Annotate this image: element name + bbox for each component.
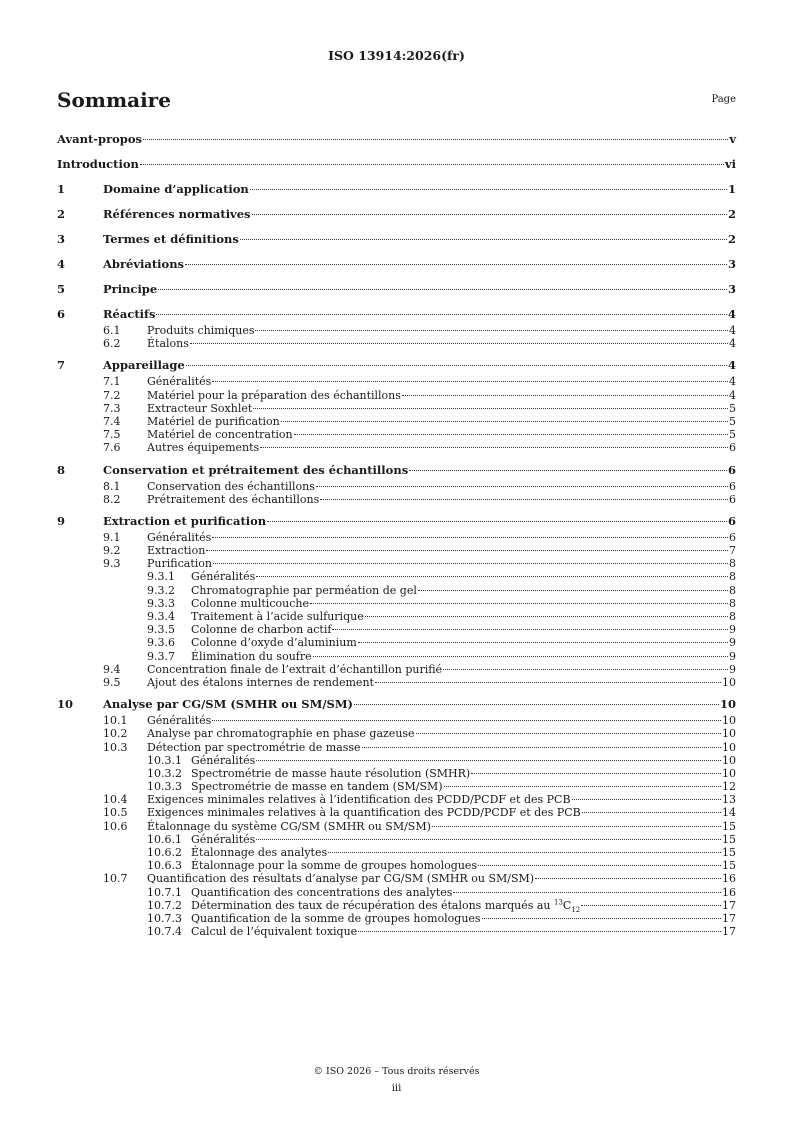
toc-entry-page: 6 [729,441,736,455]
toc-entry-title: Termes et définitions [103,232,239,246]
toc-entry-number: 7.6 [103,441,121,455]
dot-leader [206,549,728,551]
toc-entry-s10_5[interactable] [57,806,736,819]
dot-leader [471,772,721,774]
dot-leader [354,703,719,705]
toc-entry-page: 14 [722,806,736,820]
toc-entry-s9_3_7[interactable] [57,650,736,663]
dot-leader [535,877,721,879]
dot-leader [365,615,728,617]
toc-entry-title: Colonne d’oxyde d’aluminium [191,636,357,650]
toc-entry-title: Généralités [191,753,256,767]
toc-entry-page: 8 [729,596,736,610]
toc-entry-page: 4 [729,337,736,351]
toc-entry-title: Détection par spectrométrie de masse [147,740,361,754]
toc-entry-page: 8 [729,610,736,623]
toc-entry-title: Traitement à l’acide sulfurique [191,610,364,623]
toc-entry-number: 10.2 [103,727,128,741]
toc-entry-number: 5 [57,282,66,296]
toc-entry-page: 10 [722,753,736,767]
toc-entry-page: 15 [722,832,736,846]
toc-entry-number: 10.7.1 [147,885,182,899]
toc-entry-title: Généralités [147,714,212,728]
toc-entry-s10_2[interactable] [57,727,736,740]
toc-entry-page: 9 [729,662,736,676]
toc-entry-title: Colonne multicouche [191,596,309,610]
dot-leader [143,138,728,140]
toc-entry-title: Introduction [57,157,139,171]
toc-entry-number: 4 [57,257,66,271]
page-title: Sommaire [57,88,171,112]
toc-entry-title: Quantification des résultats d’analyse par CG/SM (SMHR ou SM/SM) [147,872,535,886]
dot-leader [582,811,721,813]
toc-entry-title: Purification [147,557,212,571]
toc-entry-number: 9.1 [103,530,121,544]
toc-entry-page: 15 [722,859,736,873]
toc-entry-number: 8 [57,462,66,477]
dot-leader [316,485,728,487]
toc-entry-number: 9.3.6 [147,636,175,650]
toc-entry-title: Chromatographie par perméation de gel [191,583,417,597]
toc-entry-number: 6 [57,307,66,321]
toc-entry-title: Appareillage [103,358,185,373]
toc-entry-s10_3_2[interactable] [57,767,736,780]
dot-leader [252,213,727,215]
toc-entry-s7_3[interactable] [57,402,736,415]
toc-entry-s6_1[interactable] [57,324,736,337]
toc-entry-page: 3 [727,257,736,271]
toc-entry-title: Étalonnage des analytes [191,846,328,859]
dot-leader [375,681,721,683]
toc-entry-title: Colonne de charbon actif [191,623,332,637]
toc-entry-page: 10 [722,740,736,754]
toc-entry-s9_1[interactable] [57,531,736,544]
dot-leader [581,904,721,906]
dot-leader [281,420,728,422]
toc-entry-title: Analyse par chromatographie en phase gazeuse [147,727,415,741]
toc-entry-page: 4 [727,307,736,321]
toc-entry-page: 4 [729,324,736,337]
dot-leader [294,433,728,435]
toc-entry-s10_4[interactable] [57,793,736,806]
toc-entry-number: 10.7.3 [147,911,182,925]
toc-entry-title: Avant-propos [57,132,142,146]
dot-leader [212,536,728,538]
dot-leader [453,891,721,893]
toc-entry-title: Généralités [191,570,256,584]
toc-entry-title: Quantification de la somme de groupes homologues [191,911,481,925]
toc-entry-s10_6_1[interactable] [57,833,736,846]
toc-entry-page: 13 [722,793,736,807]
toc-entry-s9_5[interactable] [57,676,736,689]
dot-leader [418,589,728,591]
dot-leader [256,575,728,577]
toc-entry-number: 10 [57,697,74,712]
dot-leader [213,562,728,564]
toc-entry-title: Extraction et purification [103,513,267,528]
toc-entry-number: 9.3.1 [147,570,175,584]
toc-entry-s9_3_1[interactable] [57,570,736,583]
toc-entry-page: 10 [722,675,736,689]
toc-entry-s9_3_5[interactable] [57,623,736,636]
toc-entry-title: Quantification des concentrations des analytes [191,885,453,899]
toc-entry-number: 9.5 [103,675,121,689]
toc-entry-title: Extracteur Soxhlet [147,401,253,415]
toc-entry-s9_3[interactable] [57,557,736,570]
toc-entry-title: Exigences minimales relatives à l’identification des PCDD/PCDF et des PCB [147,793,571,807]
toc-entry-s8_1[interactable] [57,480,736,493]
toc-entry-title: Concentration finale de l’extrait d’échantillon purifié [147,662,443,676]
toc-entry-title: Spectrométrie de masse en tandem (SM/SM) [191,780,443,794]
toc-entry-page: 10 [722,727,736,741]
toc-entry-title: Exigences minimales relatives à la quantification des PCDD/PCDF et des PCB [147,806,581,820]
toc-entry-number: 6.1 [103,324,121,337]
toc-entry-s10_6_3[interactable] [57,859,736,872]
toc-entry-page: 3 [727,282,736,296]
toc-entry-number: 10.4 [103,793,128,807]
page-number: iii [391,1083,402,1094]
toc-entry-number: 10.3.1 [147,753,182,767]
toc-entry-page: 12 [722,780,736,794]
toc-entry-s1[interactable] [57,180,736,199]
toc-entry-number: 9.3.7 [147,649,175,663]
toc-entry-number: 10.6.1 [147,832,182,846]
dot-leader [320,498,728,500]
toc-entry-number: 8.2 [103,492,121,506]
toc-entry-page: 1 [727,182,736,196]
toc-entry-s9_4[interactable] [57,663,736,676]
toc-entry-number: 10.7.4 [147,925,182,939]
toc-entry-title: Conservation et prétraitement des échantillons [103,462,409,477]
dot-leader [260,446,728,448]
toc-entry-s9_3_6[interactable] [57,636,736,649]
toc-entry-page: 8 [729,557,736,571]
toc-entry-title: Matériel pour la préparation des échantillons [147,388,401,402]
dot-leader [362,746,721,748]
toc-entry-s7_4[interactable] [57,415,736,428]
dot-leader [313,655,728,657]
dot-leader [310,602,728,604]
toc-entry-page: 8 [729,583,736,597]
toc-entry-page: 6 [727,462,736,477]
toc-entry-page: 17 [722,898,736,912]
toc-entry-page: 7 [729,544,736,558]
toc-entry-page: 17 [722,925,736,939]
toc-entry-number: 7 [57,358,66,373]
toc-entry-avant[interactable] [57,130,736,149]
toc-entry-s5[interactable] [57,280,736,299]
toc-entry-number: 10.7 [103,872,128,886]
toc-entry-title: Spectrométrie de masse haute résolution (SMHR) [191,766,471,780]
toc-entry-s9[interactable] [57,512,736,531]
toc-entry-page: 16 [722,885,736,899]
toc-entry-page: vi [724,157,736,171]
toc-entry-s10_7_4[interactable] [57,925,736,938]
dot-leader [186,364,727,366]
toc-entry-number: 7.2 [103,388,121,402]
toc-entry-title: Élimination du soufre [191,649,312,663]
toc-entry-page: 10 [719,697,736,712]
toc-entry-s10_7_3[interactable] [57,912,736,925]
toc-entry-s10_7_2[interactable] [57,899,736,912]
toc-entry-s7_5[interactable] [57,428,736,441]
toc-entry-page: 16 [722,872,736,886]
table-of-contents [57,130,736,938]
dot-leader [255,329,728,331]
dot-leader [432,825,721,827]
dot-leader [267,520,727,522]
toc-entry-page: 4 [729,388,736,402]
dot-leader [358,930,721,932]
toc-entry-title: Matériel de concentration [147,428,293,442]
toc-entry-page: 15 [722,846,736,859]
toc-entry-number: 9.3.5 [147,623,175,637]
dot-leader [409,469,727,471]
toc-entry-number: 9 [57,513,66,528]
toc-entry-number: 9.3 [103,557,121,571]
toc-entry-title: Prétraitement des échantillons [147,492,320,506]
toc-entry-page: 6 [729,492,736,506]
toc-entry-page: 2 [727,207,736,221]
toc-entry-title: Détermination des taux de récupération des étalons marqués au $^{13}C_{12}$ [191,898,581,914]
toc-entry-s10_3[interactable] [57,741,736,754]
toc-entry-number: 6.2 [103,337,121,351]
toc-entry-s9_3_4[interactable] [57,610,736,623]
toc-entry-s3[interactable] [57,230,736,249]
dot-leader [250,188,727,190]
toc-entry-number: 3 [57,232,66,246]
toc-entry-number: 7.4 [103,414,121,428]
toc-entry-s2[interactable] [57,205,736,224]
dot-leader [240,238,727,240]
toc-entry-page: 5 [729,401,736,415]
toc-entry-s9_2[interactable] [57,544,736,557]
copyright-footer: © ISO 2026 – Tous droits réservés [313,1066,480,1077]
toc-entry-number: 10.3.2 [147,766,182,780]
dot-leader [253,407,728,409]
toc-entry-page: 2 [727,232,736,246]
toc-entry-title: Généralités [191,832,256,846]
dot-leader [416,732,721,734]
dot-leader [482,917,721,919]
toc-entry-number: 10.5 [103,806,128,820]
toc-entry-number: 7.3 [103,401,121,415]
toc-entry-page: 6 [729,530,736,544]
toc-entry-title: Abréviations [103,257,185,271]
toc-entry-page: 4 [729,375,736,389]
toc-entry-page: 9 [729,636,736,650]
toc-entry-number: 10.6.2 [147,846,182,859]
toc-entry-number: 8.1 [103,479,121,493]
toc-entry-page: 5 [729,428,736,442]
toc-entry-title: Domaine d’application [103,182,249,196]
toc-entry-page: 6 [727,513,736,528]
dot-leader [572,798,721,800]
toc-entry-title: Généralités [147,375,212,389]
dot-leader [256,838,721,840]
toc-entry-number: 1 [57,182,66,196]
toc-entry-page: 6 [729,479,736,493]
dot-leader [140,163,724,165]
toc-entry-title: Ajout des étalons internes de rendement [147,675,374,689]
toc-entry-title: Étalons [147,337,189,351]
toc-entry-number: 9.3.3 [147,596,175,610]
toc-entry-number: 9.4 [103,662,121,676]
toc-entry-s10_1[interactable] [57,714,736,727]
toc-entry-page: v [729,132,736,146]
toc-entry-title: Extraction [147,544,206,558]
toc-entry-s10_6_2[interactable] [57,846,736,859]
toc-entry-title: Réactifs [103,307,156,321]
dot-leader [256,759,721,761]
toc-entry-title: Étalonnage du système CG/SM (SMHR ou SM/SM) [147,819,431,833]
toc-entry-number: 10.7.2 [147,898,182,912]
toc-entry-s7[interactable] [57,356,736,375]
dot-leader [444,785,721,787]
toc-entry-title: Références normatives [103,207,251,221]
toc-entry-page: 8 [729,570,736,584]
toc-entry-title: Généralités [147,530,212,544]
toc-entry-title: Autres équipements [147,441,260,455]
toc-entry-s10_3_1[interactable] [57,754,736,767]
toc-entry-page: 9 [729,649,736,663]
dot-leader [185,263,727,265]
dot-leader [212,719,721,721]
toc-entry-page: 4 [727,358,736,373]
toc-entry-title: Conservation des échantillons [147,479,315,493]
toc-entry-number: 10.6.3 [147,859,182,873]
toc-entry-number: 10.3 [103,740,128,754]
toc-entry-page: 17 [722,911,736,925]
dot-leader [443,668,728,670]
dot-leader [158,288,727,290]
dot-leader [328,851,721,853]
dot-leader [156,313,727,315]
toc-entry-s9_3_2[interactable] [57,584,736,597]
toc-entry-title: Principe [103,282,158,296]
toc-entry-s7_2[interactable] [57,389,736,402]
toc-entry-title: Calcul de l’équivalent toxique [191,925,358,939]
toc-entry-number: 10.1 [103,714,128,728]
toc-entry-number: 10.6 [103,819,128,833]
toc-entry-s10_3_3[interactable] [57,780,736,793]
toc-entry-title: Matériel de purification [147,414,280,428]
toc-entry-s10[interactable] [57,695,736,714]
toc-entry-s9_3_3[interactable] [57,597,736,610]
toc-entry-s10_7_1[interactable] [57,886,736,899]
toc-entry-number: 7.1 [103,375,121,389]
dot-leader [212,380,728,382]
document-id-header: ISO 13914:2026(fr) [328,48,465,63]
toc-entry-page: 9 [729,623,736,637]
toc-entry-s10_7[interactable] [57,872,736,885]
toc-entry-s4[interactable] [57,255,736,274]
toc-entry-title: Analyse par CG/SM (SMHR ou SM/SM) [103,697,353,712]
toc-entry-s8_2[interactable] [57,493,736,506]
dot-leader [190,342,728,344]
toc-entry-s8[interactable] [57,461,736,480]
toc-entry-s7_6[interactable] [57,441,736,454]
toc-entry-number: 9.3.2 [147,583,175,597]
toc-entry-number: 2 [57,207,66,221]
toc-entry-s7_1[interactable] [57,375,736,388]
toc-entry-number: 9.2 [103,544,121,558]
dot-leader [402,394,728,396]
toc-entry-title: Produits chimiques [147,324,255,337]
toc-entry-number: 10.3.3 [147,780,182,794]
toc-entry-intro[interactable] [57,155,736,174]
toc-entry-s6_2[interactable] [57,337,736,350]
toc-entry-number: 7.5 [103,428,121,442]
dot-leader [332,628,728,630]
toc-entry-page: 10 [722,766,736,780]
toc-entry-page: 5 [729,414,736,428]
toc-entry-s10_6[interactable] [57,820,736,833]
dot-leader [478,864,721,866]
toc-entry-page: 10 [722,714,736,728]
dot-leader [358,641,728,643]
page-column-label: Page [711,94,736,105]
toc-entry-s6[interactable] [57,305,736,324]
toc-entry-title: Étalonnage pour la somme de groupes homologues [191,859,478,873]
toc-entry-page: 15 [722,819,736,833]
toc-entry-number: 9.3.4 [147,610,175,623]
